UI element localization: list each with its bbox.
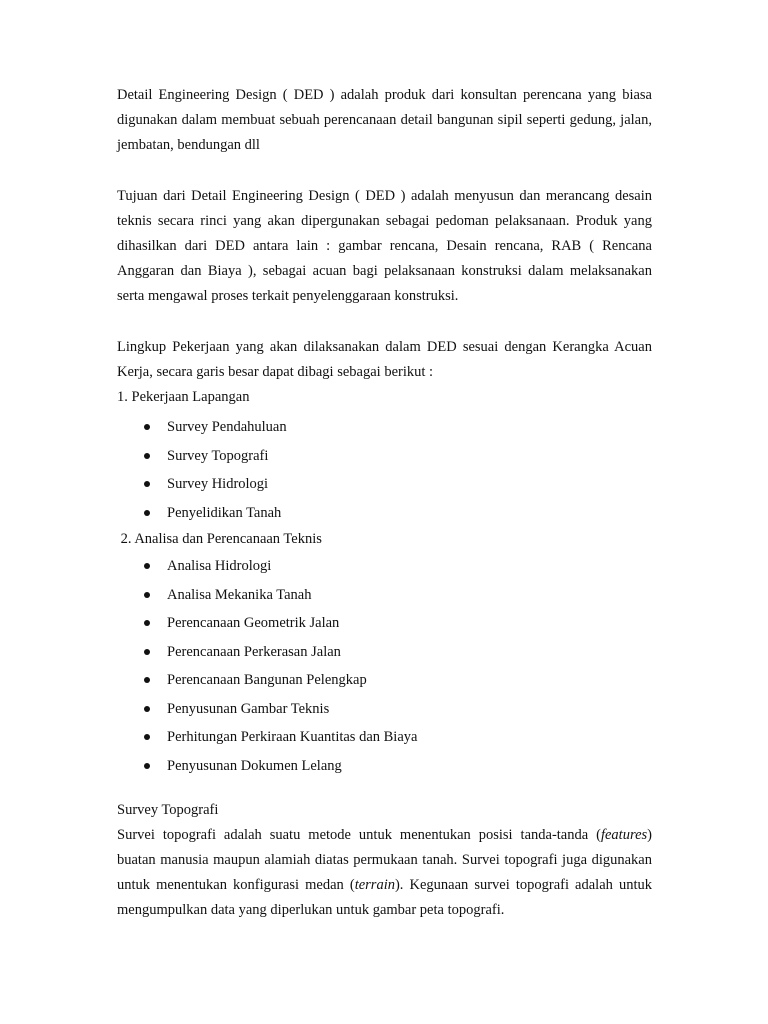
bullet-icon <box>144 649 150 655</box>
bullet-icon <box>144 677 150 683</box>
list-item <box>117 666 652 695</box>
paragraph-ded-definition: Detail Engineering Design ( DED ) adalah produk dari konsultan perencana yang biasa digunakan dalam membuat sebuah perencanaan detail bangunan sipil seperti gedung, jalan, jembatan, bendungan dll <box>117 87 652 153</box>
topografi-term-features: features <box>600 827 648 843</box>
list-item-label: Analisa Mekanika Tanah <box>167 586 312 603</box>
topografi-text-part3: ). Kegunaan survei topografi adalah untuk mengumpulkan data yang diperlukan untuk gambar peta topografi. <box>117 877 652 918</box>
bullet-icon <box>144 563 150 569</box>
paragraph-spacer <box>117 309 652 335</box>
list-item <box>117 752 652 781</box>
list-item-label: Survey Topografi <box>167 447 269 464</box>
section-heading-field-work: 1. Pekerjaan Lapangan <box>117 389 250 405</box>
bullet-icon <box>144 592 150 598</box>
topografi-text-part2: ) buatan manusia maupun alamiah diatas permukaan tanah. Survei topografi juga digunakan untuk menentukan konfigurasi medan ( <box>117 827 652 893</box>
section-spacer <box>117 780 652 798</box>
list-item-label: Survey Hidrologi <box>167 476 269 492</box>
paragraph-scope-intro: Lingkup Pekerjaan yang akan dilaksanakan dalam DED sesuai dengan Kerangka Acuan Kerja, secara garis besar dapat dibagi sebagai berikut : <box>117 339 652 380</box>
bullet-icon <box>144 453 150 459</box>
bullet-icon <box>144 481 150 487</box>
list-item <box>117 581 652 610</box>
section-heading-analysis: 2. Analisa dan Perencanaan Teknis <box>117 531 322 547</box>
topografi-term-terrain: terrain <box>354 877 395 893</box>
list-item-label: Survey Pendahuluan <box>167 419 287 435</box>
paragraph-survey-topografi <box>117 823 652 923</box>
paragraph-ded-purpose: Tujuan dari Detail Engineering Design ( DED ) adalah menyusun dan merancang desain teknis secara rinci yang akan dipergunakan sebagai pedoman pelaksanaan. Produk yang dihasilkan dari DED antara lain : gambar rencana, Desain rencana, RAB ( Rencana Anggaran dan Biaya ), sebagai acuan bagi pelaksanaan konstruksi dalam melaksanakan serta mengawal proses terkait penyelenggaraan konstruksi. <box>117 188 652 304</box>
bullet-icon <box>144 620 150 626</box>
bullet-icon <box>144 763 150 769</box>
bullet-icon <box>144 706 150 712</box>
list-item <box>117 609 652 638</box>
document-page <box>117 83 652 923</box>
list-item-label: Analisa Hidrologi <box>167 558 272 574</box>
list-item <box>117 638 652 667</box>
bullet-icon <box>144 734 150 740</box>
topografi-text-part1: Survei topografi adalah suatu metode untuk menentukan posisi tanda-tanda ( <box>117 827 601 843</box>
list-item <box>117 413 652 442</box>
list-item <box>117 499 652 528</box>
list-item-label: Perencanaan Geometrik Jalan <box>167 615 340 631</box>
list-item-label: Perencanaan Perkerasan Jalan <box>167 643 341 660</box>
list-item <box>117 552 652 581</box>
bullet-list-field-work <box>117 413 652 527</box>
list-item-label: Penyelidikan Tanah <box>167 504 282 521</box>
list-item <box>117 695 652 724</box>
list-item-label: Perhitungan Perkiraan Kuantitas dan Biaya <box>167 729 418 745</box>
list-item <box>117 470 652 499</box>
list-item-label: Perencanaan Bangunan Pelengkap <box>167 672 367 688</box>
paragraph-spacer <box>117 158 652 184</box>
bullet-icon <box>144 510 150 516</box>
list-item-label: Penyusunan Dokumen Lelang <box>167 757 342 774</box>
list-item <box>117 442 652 471</box>
bullet-list-analysis <box>117 552 652 780</box>
section-title-survey-topografi: Survey Topografi <box>117 802 219 818</box>
list-item <box>117 723 652 752</box>
list-item-label: Penyusunan Gambar Teknis <box>167 700 330 717</box>
bullet-icon <box>144 424 150 430</box>
